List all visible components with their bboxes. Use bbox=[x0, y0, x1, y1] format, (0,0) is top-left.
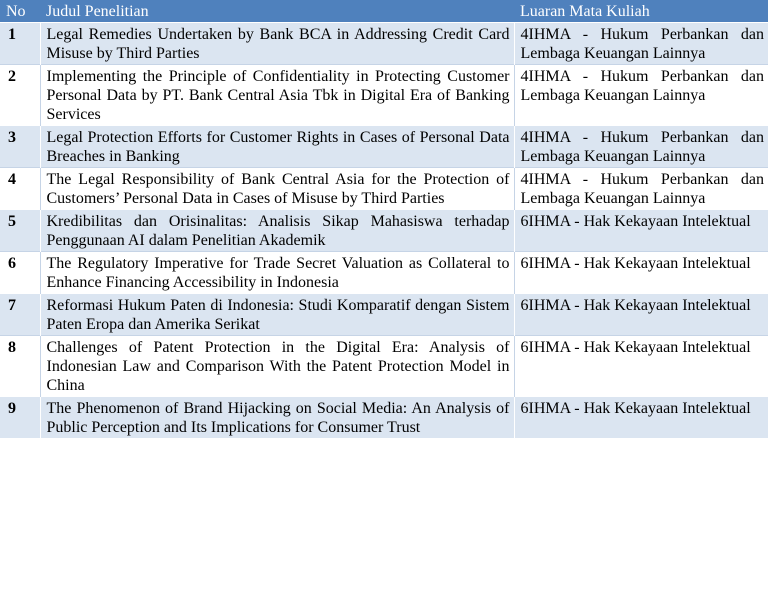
header-no: No bbox=[0, 0, 40, 23]
course-output: 6IHMA - Hak Kekayaan Intelektual bbox=[514, 397, 768, 439]
table-row bbox=[0, 336, 768, 397]
table-row bbox=[0, 168, 768, 210]
row-number: 5 bbox=[0, 210, 40, 252]
table-row bbox=[0, 126, 768, 168]
course-output: 4IHMA - Hukum Perbankan dan Lembaga Keuangan Lainnya bbox=[514, 65, 768, 126]
course-output: 4IHMA - Hukum Perbankan dan Lembaga Keuangan Lainnya bbox=[514, 23, 768, 65]
research-title: Legal Remedies Undertaken by Bank BCA in Addressing Credit Card Misuse by Third Parties bbox=[40, 23, 514, 65]
research-title: Challenges of Patent Protection in the Digital Era: Analysis of Indonesian Law and Comparison With the Patent Protection Model in China bbox=[40, 336, 514, 397]
table-row bbox=[0, 252, 768, 294]
table-row bbox=[0, 210, 768, 252]
research-title: The Phenomenon of Brand Hijacking on Social Media: An Analysis of Public Perception and Its Implications for Consumer Trust bbox=[40, 397, 514, 439]
table-row bbox=[0, 65, 768, 126]
row-number: 8 bbox=[0, 336, 40, 397]
research-title: Kredibilitas dan Orisinalitas: Analisis Sikap Mahasiswa terhadap Penggunaan AI dalam Penelitian Akademik bbox=[40, 210, 514, 252]
research-title: Legal Protection Efforts for Customer Rights in Cases of Personal Data Breaches in Banking bbox=[40, 126, 514, 168]
course-output: 4IHMA - Hukum Perbankan dan Lembaga Keuangan Lainnya bbox=[514, 168, 768, 210]
header-title: Judul Penelitian bbox=[40, 0, 514, 23]
row-number: 9 bbox=[0, 397, 40, 439]
research-title: Implementing the Principle of Confidentiality in Protecting Customer Personal Data by PT. Bank Central Asia Tbk in Digital Era of Banking Services bbox=[40, 65, 514, 126]
research-title: The Legal Responsibility of Bank Central Asia for the Protection of Customers’ Personal Data in Cases of Misuse by Third Parties bbox=[40, 168, 514, 210]
row-number: 1 bbox=[0, 23, 40, 65]
course-output: 6IHMA - Hak Kekayaan Intelektual bbox=[514, 336, 768, 397]
row-number: 3 bbox=[0, 126, 40, 168]
course-output: 6IHMA - Hak Kekayaan Intelektual bbox=[514, 252, 768, 294]
course-output: 4IHMA - Hukum Perbankan dan Lembaga Keuangan Lainnya bbox=[514, 126, 768, 168]
row-number: 2 bbox=[0, 65, 40, 126]
table-row bbox=[0, 397, 768, 439]
header-course: Luaran Mata Kuliah bbox=[514, 0, 768, 23]
row-number: 7 bbox=[0, 294, 40, 336]
table-row bbox=[0, 294, 768, 336]
row-number: 6 bbox=[0, 252, 40, 294]
table-header-row bbox=[0, 0, 768, 23]
research-title: The Regulatory Imperative for Trade Secret Valuation as Collateral to Enhance Financing Accessibility in Indonesia bbox=[40, 252, 514, 294]
table-row bbox=[0, 23, 768, 65]
row-number: 4 bbox=[0, 168, 40, 210]
course-output: 6IHMA - Hak Kekayaan Intelektual bbox=[514, 294, 768, 336]
research-title: Reformasi Hukum Paten di Indonesia: Studi Komparatif dengan Sistem Paten Eropa dan Amerika Serikat bbox=[40, 294, 514, 336]
course-output: 6IHMA - Hak Kekayaan Intelektual bbox=[514, 210, 768, 252]
